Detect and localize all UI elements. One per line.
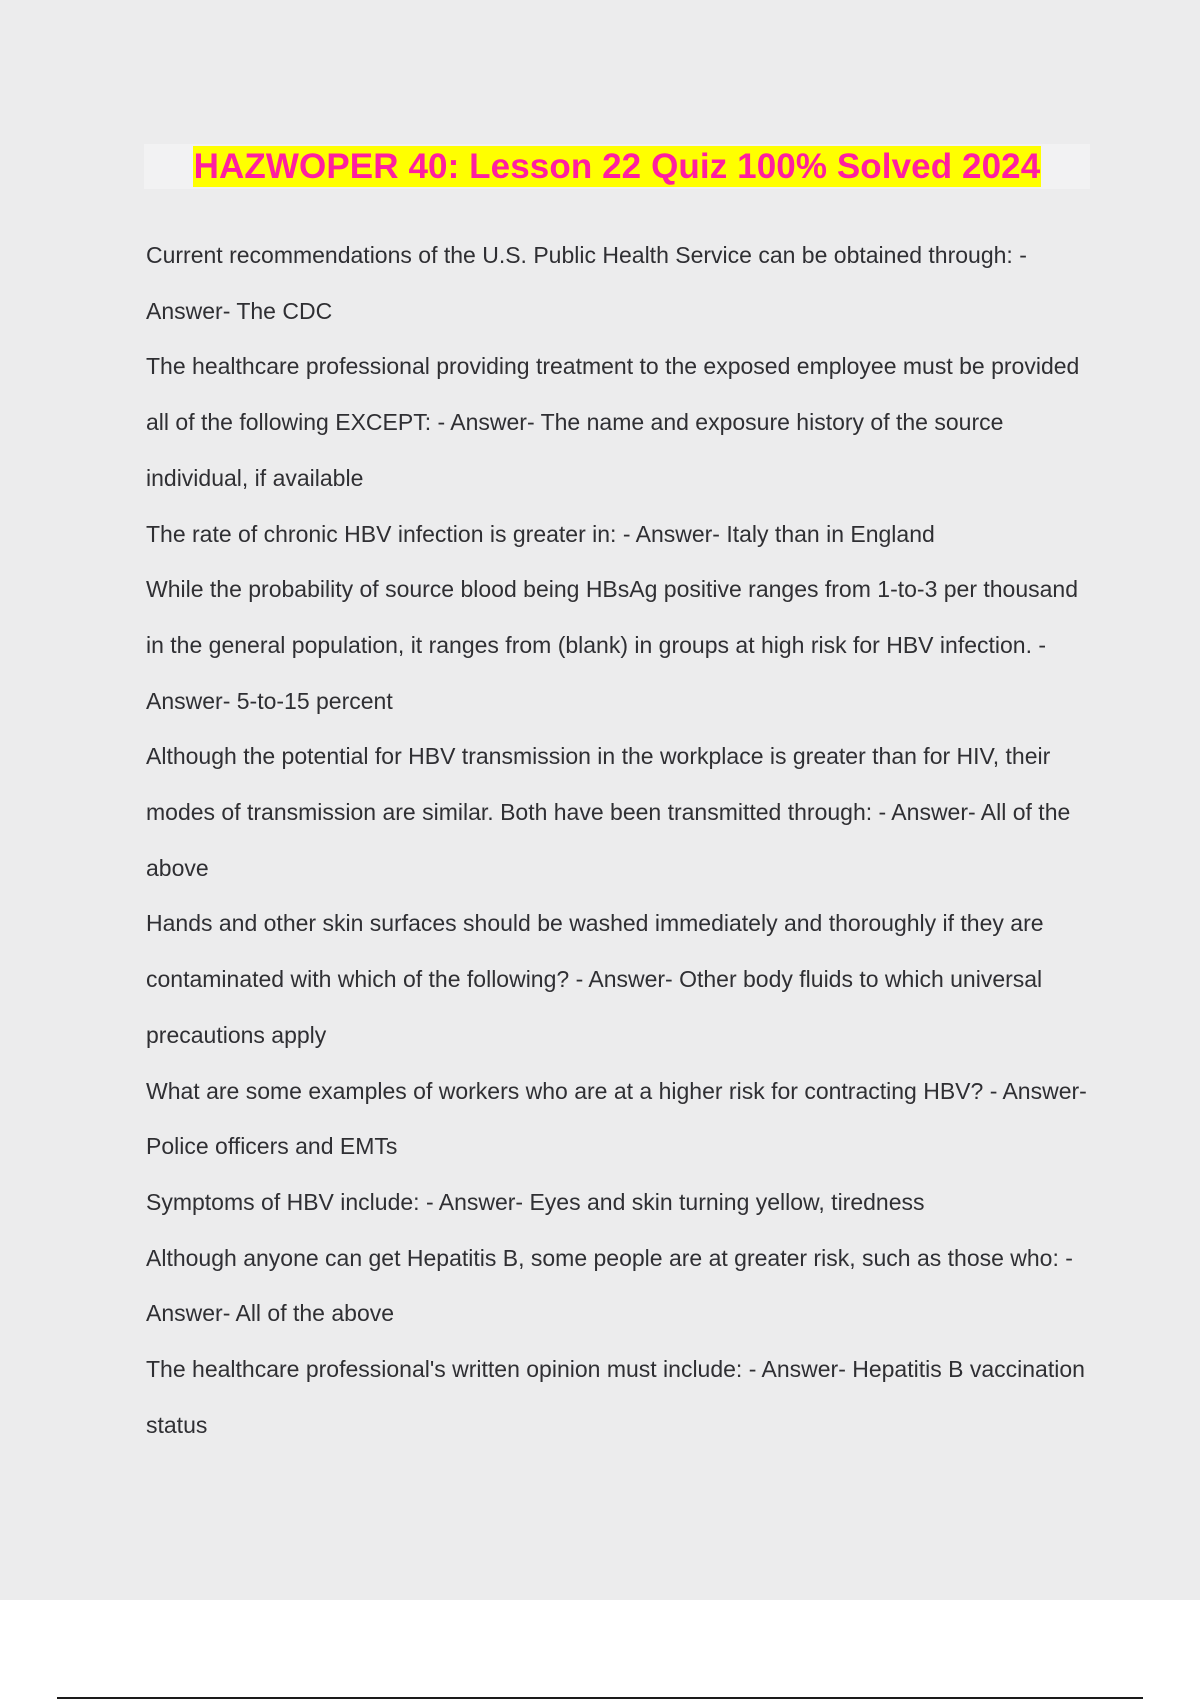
page-footer-rule (57, 1697, 1143, 1699)
quiz-content (146, 228, 1096, 1453)
quiz-item-1: Current recommendations of the U.S. Public Health Service can be obtained through: - Answer- The CDC (146, 242, 1027, 324)
quiz-item-3: The rate of chronic HBV infection is greater in: - Answer- Italy than in England (146, 520, 935, 547)
quiz-item-6: Hands and other skin surfaces should be washed immediately and thoroughly if they are contaminated with which of the following? - Answer- Other body fluids to which universal precautions apply (146, 910, 1044, 1048)
quiz-item-2: The healthcare professional providing treatment to the exposed employee must be provided all of the following EXCEPT: - Answer- The name and exposure history of the source individual, if available (146, 353, 1080, 491)
quiz-item-8: Symptoms of HBV include: - Answer- Eyes and skin turning yellow, tiredness (146, 1188, 925, 1215)
quiz-item-4: While the probability of source blood being HBsAg positive ranges from 1-to-3 per thousand in the general population, it ranges from (blank) in groups at high risk for HBV infection. - Answer- 5-to-15 percent (146, 576, 1079, 714)
quiz-item-9: Although anyone can get Hepatitis B, some people are at greater risk, such as those who: - Answer- All of the above (146, 1244, 1073, 1327)
document-title: HAZWOPER 40: Lesson 22 Quiz 100% Solved 2024 (193, 147, 1041, 186)
title-banner (144, 144, 1090, 189)
quiz-item-10: The healthcare professional's written opinion must include: - Answer- Hepatitis B vaccination status (146, 1356, 1085, 1438)
quiz-item-7: What are some examples of workers who are at a higher risk for contracting HBV? - Answer- Police officers and EMTs (146, 1077, 1087, 1160)
quiz-item-5: Although the potential for HBV transmission in the workplace is greater than for HIV, their modes of transmission are similar. Both have been transmitted through: - Answer- All of the above (146, 743, 1071, 881)
